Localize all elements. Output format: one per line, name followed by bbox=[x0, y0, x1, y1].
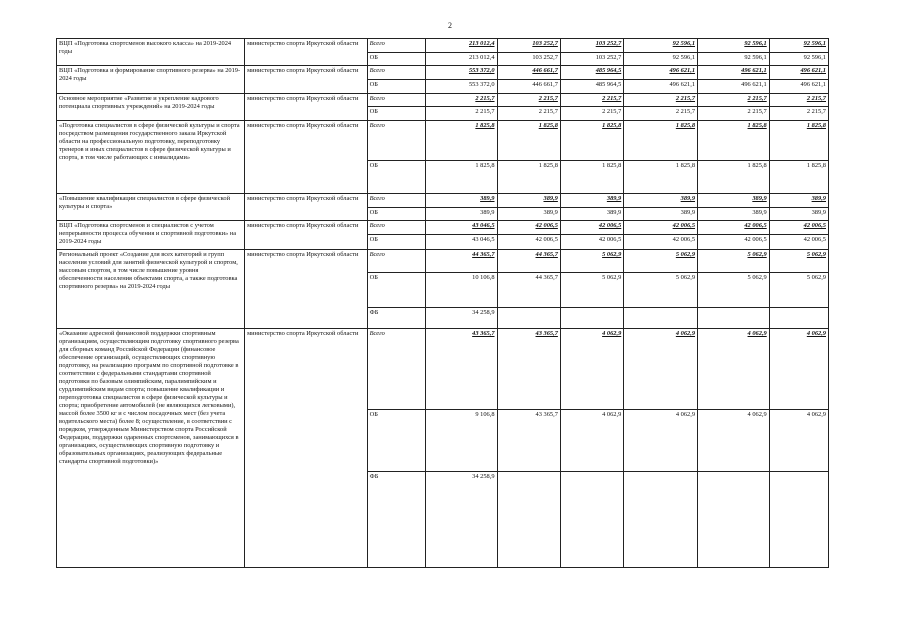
funding-source: Всего bbox=[367, 193, 425, 207]
funding-source: Всего bbox=[367, 249, 425, 272]
funding-source: Всего bbox=[367, 93, 425, 107]
amount-cell: 2 215,7 bbox=[560, 93, 623, 107]
amount-cell bbox=[624, 471, 698, 567]
funding-source: ОБ bbox=[367, 161, 425, 194]
amount-cell bbox=[560, 471, 623, 567]
amount-cell: 2 215,7 bbox=[698, 107, 770, 121]
table-row bbox=[57, 39, 829, 53]
amount-cell: 389,9 bbox=[769, 207, 828, 221]
amount-cell: 42 006,5 bbox=[560, 235, 623, 249]
funding-source: Всего bbox=[367, 39, 425, 53]
funding-source: ОБ bbox=[367, 80, 425, 94]
amount-cell: 485 964,5 bbox=[560, 80, 623, 94]
amount-cell: 43 365,7 bbox=[497, 328, 560, 409]
funding-source: Всего bbox=[367, 121, 425, 161]
amount-cell: 103 252,7 bbox=[560, 52, 623, 66]
measure-name: «Повышение квалификации специалистов в сфере физической культуры и спорта» bbox=[57, 193, 245, 220]
amount-cell: 92 596,1 bbox=[624, 52, 698, 66]
amount-cell: 92 596,1 bbox=[769, 39, 828, 53]
amount-cell: 103 252,7 bbox=[497, 52, 560, 66]
amount-cell: 2 215,7 bbox=[624, 93, 698, 107]
responsible-executor: министерство спорта Иркутской области bbox=[245, 221, 368, 249]
measure-name: ВЦП «Подготовка спортсменов и специалистов с учетом непрерывности процесса обучения и спортивной подготовки» на 2019-2024 годы bbox=[57, 221, 245, 249]
amount-cell: 4 062,9 bbox=[698, 328, 770, 409]
amount-cell: 389,9 bbox=[425, 193, 497, 207]
responsible-executor: министерство спорта Иркутской области bbox=[245, 328, 368, 567]
funding-source: ОБ bbox=[367, 272, 425, 307]
funding-source: Всего bbox=[367, 221, 425, 235]
amount-cell: 1 825,8 bbox=[425, 121, 497, 161]
funding-source: ОБ bbox=[367, 409, 425, 471]
amount-cell: 213 012,4 bbox=[425, 52, 497, 66]
funding-source: ОБ bbox=[367, 52, 425, 66]
table-row bbox=[57, 221, 829, 235]
amount-cell: 5 062,9 bbox=[698, 249, 770, 272]
amount-cell bbox=[698, 471, 770, 567]
measure-name: ВЦП «Подготовка спортсменов высокого класса» на 2019-2024 годы bbox=[57, 39, 245, 66]
amount-cell bbox=[624, 307, 698, 328]
amount-cell: 42 006,5 bbox=[769, 235, 828, 249]
amount-cell: 1 825,8 bbox=[698, 121, 770, 161]
measure-name: ВЦП «Подготовка и формирование спортивного резерва» на 2019-2024 годы bbox=[57, 66, 245, 93]
amount-cell bbox=[497, 471, 560, 567]
page-number: 2 bbox=[448, 21, 452, 30]
responsible-executor: министерство спорта Иркутской области bbox=[245, 66, 368, 93]
measure-name: Основное мероприятие «Развитие и укрепление кадрового потенциала спортивных учреждений» на 2019-2024 годы bbox=[57, 93, 245, 120]
measure-name: Региональный проект «Создание для всех категорий и групп населения условий для занятий физической культурой и спортом, массовым спортом, в том числе повышение уровня обеспеченности населения объектами спорта, а также подготовка спортивного резерва» на 2019-2024 годы bbox=[57, 249, 245, 328]
amount-cell: 2 215,7 bbox=[497, 93, 560, 107]
amount-cell: 389,9 bbox=[497, 193, 560, 207]
amount-cell: 1 825,8 bbox=[769, 121, 828, 161]
amount-cell: 1 825,8 bbox=[497, 161, 560, 194]
amount-cell: 5 062,9 bbox=[560, 249, 623, 272]
funding-source: ОБ bbox=[367, 107, 425, 121]
amount-cell: 496 621,1 bbox=[769, 66, 828, 80]
amount-cell: 10 106,8 bbox=[425, 272, 497, 307]
amount-cell: 213 012,4 bbox=[425, 39, 497, 53]
amount-cell: 92 596,1 bbox=[698, 39, 770, 53]
amount-cell: 92 596,1 bbox=[698, 52, 770, 66]
amount-cell: 103 252,7 bbox=[497, 39, 560, 53]
amount-cell: 44 365,7 bbox=[497, 272, 560, 307]
amount-cell: 2 215,7 bbox=[425, 93, 497, 107]
amount-cell: 5 062,9 bbox=[769, 249, 828, 272]
amount-cell bbox=[560, 307, 623, 328]
amount-cell: 4 062,9 bbox=[560, 328, 623, 409]
amount-cell: 92 596,1 bbox=[624, 39, 698, 53]
amount-cell: 1 825,8 bbox=[624, 161, 698, 194]
amount-cell: 42 006,5 bbox=[698, 221, 770, 235]
amount-cell: 1 825,8 bbox=[497, 121, 560, 161]
amount-cell: 4 062,9 bbox=[624, 328, 698, 409]
amount-cell: 42 006,5 bbox=[497, 221, 560, 235]
amount-cell: 34 258,9 bbox=[425, 307, 497, 328]
amount-cell: 1 825,8 bbox=[560, 121, 623, 161]
amount-cell: 389,9 bbox=[560, 207, 623, 221]
table-row bbox=[57, 328, 829, 409]
budget-table bbox=[56, 38, 829, 568]
amount-cell: 446 661,7 bbox=[497, 80, 560, 94]
amount-cell: 34 258,9 bbox=[425, 471, 497, 567]
funding-source: ОБ bbox=[367, 207, 425, 221]
funding-source: ФБ bbox=[367, 307, 425, 328]
measure-name: «Оказание адресной финансовой поддержки спортивным организациям, осуществляющим подготовку спортивного резерва для сборных команд Российской Федерации (финансовое обеспечение организаций, осуществляющих спортивную подготовку, на реализацию программ по спортивной подготовке в соответствии с федеральными стандартами спортивной подготовки по базовым олимпийским, паралимпийским и сурдлимпийским видам спорта; повышение квалификации и переподготовка специалистов в сфере физической культуры и спорта; приобретение автомобилей (не являющихся легковыми), массой более 3500 кг и с числом посадочных мест (без учета водительского места) более 8; осуществление, в соответствии с порядком, утвержденным Министерством спорта Российской Федерации, поддержки одаренных спортсменов, занимающихся в организациях, осуществляющих спортивную подготовку и образовательных организациях, реализующих федеральные стандарты спортивной подготовки)» bbox=[57, 328, 245, 567]
amount-cell: 485 964,5 bbox=[560, 66, 623, 80]
amount-cell: 1 825,8 bbox=[624, 121, 698, 161]
amount-cell: 42 006,5 bbox=[624, 235, 698, 249]
table-row bbox=[57, 66, 829, 80]
responsible-executor: министерство спорта Иркутской области bbox=[245, 193, 368, 220]
amount-cell: 446 661,7 bbox=[497, 66, 560, 80]
amount-cell: 4 062,9 bbox=[560, 409, 623, 471]
amount-cell: 553 372,0 bbox=[425, 80, 497, 94]
amount-cell: 5 062,9 bbox=[624, 249, 698, 272]
amount-cell: 496 621,1 bbox=[624, 80, 698, 94]
amount-cell: 42 006,5 bbox=[497, 235, 560, 249]
amount-cell: 43 046,5 bbox=[425, 221, 497, 235]
amount-cell: 1 825,8 bbox=[425, 161, 497, 194]
table-row bbox=[57, 249, 829, 272]
table-row bbox=[57, 193, 829, 207]
amount-cell: 389,9 bbox=[698, 207, 770, 221]
amount-cell: 44 365,7 bbox=[497, 249, 560, 272]
amount-cell: 5 062,9 bbox=[560, 272, 623, 307]
table-row bbox=[57, 93, 829, 107]
amount-cell: 43 365,7 bbox=[425, 328, 497, 409]
amount-cell: 1 825,8 bbox=[560, 161, 623, 194]
amount-cell: 42 006,5 bbox=[769, 221, 828, 235]
amount-cell: 4 062,9 bbox=[698, 409, 770, 471]
amount-cell: 389,9 bbox=[698, 193, 770, 207]
amount-cell: 5 062,9 bbox=[698, 272, 770, 307]
responsible-executor: министерство спорта Иркутской области bbox=[245, 249, 368, 328]
amount-cell: 2 215,7 bbox=[769, 93, 828, 107]
amount-cell bbox=[769, 471, 828, 567]
responsible-executor: министерство спорта Иркутской области bbox=[245, 39, 368, 66]
amount-cell: 4 062,9 bbox=[624, 409, 698, 471]
amount-cell: 389,9 bbox=[497, 207, 560, 221]
amount-cell: 42 006,5 bbox=[560, 221, 623, 235]
amount-cell: 389,9 bbox=[624, 207, 698, 221]
amount-cell: 4 062,9 bbox=[769, 328, 828, 409]
amount-cell: 1 825,8 bbox=[698, 161, 770, 194]
funding-source: ФБ bbox=[367, 471, 425, 567]
amount-cell: 1 825,8 bbox=[769, 161, 828, 194]
amount-cell: 5 062,9 bbox=[769, 272, 828, 307]
measure-name: «Подготовка специалистов в сфере физической культуры и спорта посредством размещения государственного заказа Иркутской области на профессиональную подготовку, переподготовку тренеров и иных специалистов в сфере физической культуры и спорта, в том числе работающих с инвалидами» bbox=[57, 121, 245, 194]
amount-cell: 43 046,5 bbox=[425, 235, 497, 249]
amount-cell: 2 215,7 bbox=[698, 93, 770, 107]
amount-cell: 389,9 bbox=[425, 207, 497, 221]
amount-cell: 496 621,1 bbox=[769, 80, 828, 94]
responsible-executor: министерство спорта Иркутской области bbox=[245, 121, 368, 194]
amount-cell: 9 106,8 bbox=[425, 409, 497, 471]
amount-cell bbox=[698, 307, 770, 328]
amount-cell: 553 372,0 bbox=[425, 66, 497, 80]
amount-cell: 92 596,1 bbox=[769, 52, 828, 66]
amount-cell: 2 215,7 bbox=[497, 107, 560, 121]
amount-cell: 103 252,7 bbox=[560, 39, 623, 53]
amount-cell: 43 365,7 bbox=[497, 409, 560, 471]
amount-cell: 2 215,7 bbox=[560, 107, 623, 121]
amount-cell: 2 215,7 bbox=[425, 107, 497, 121]
table-row bbox=[57, 121, 829, 161]
amount-cell: 496 621,1 bbox=[698, 66, 770, 80]
amount-cell: 42 006,5 bbox=[624, 221, 698, 235]
amount-cell: 389,9 bbox=[769, 193, 828, 207]
amount-cell bbox=[769, 307, 828, 328]
responsible-executor: министерство спорта Иркутской области bbox=[245, 93, 368, 120]
amount-cell: 5 062,9 bbox=[624, 272, 698, 307]
funding-source: Всего bbox=[367, 328, 425, 409]
amount-cell: 2 215,7 bbox=[624, 107, 698, 121]
amount-cell: 44 365,7 bbox=[425, 249, 497, 272]
amount-cell bbox=[497, 307, 560, 328]
amount-cell: 389,9 bbox=[560, 193, 623, 207]
funding-source: Всего bbox=[367, 66, 425, 80]
amount-cell: 4 062,9 bbox=[769, 409, 828, 471]
amount-cell: 496 621,1 bbox=[698, 80, 770, 94]
amount-cell: 496 621,1 bbox=[624, 66, 698, 80]
amount-cell: 389,9 bbox=[624, 193, 698, 207]
funding-source: ОБ bbox=[367, 235, 425, 249]
amount-cell: 2 215,7 bbox=[769, 107, 828, 121]
amount-cell: 42 006,5 bbox=[698, 235, 770, 249]
